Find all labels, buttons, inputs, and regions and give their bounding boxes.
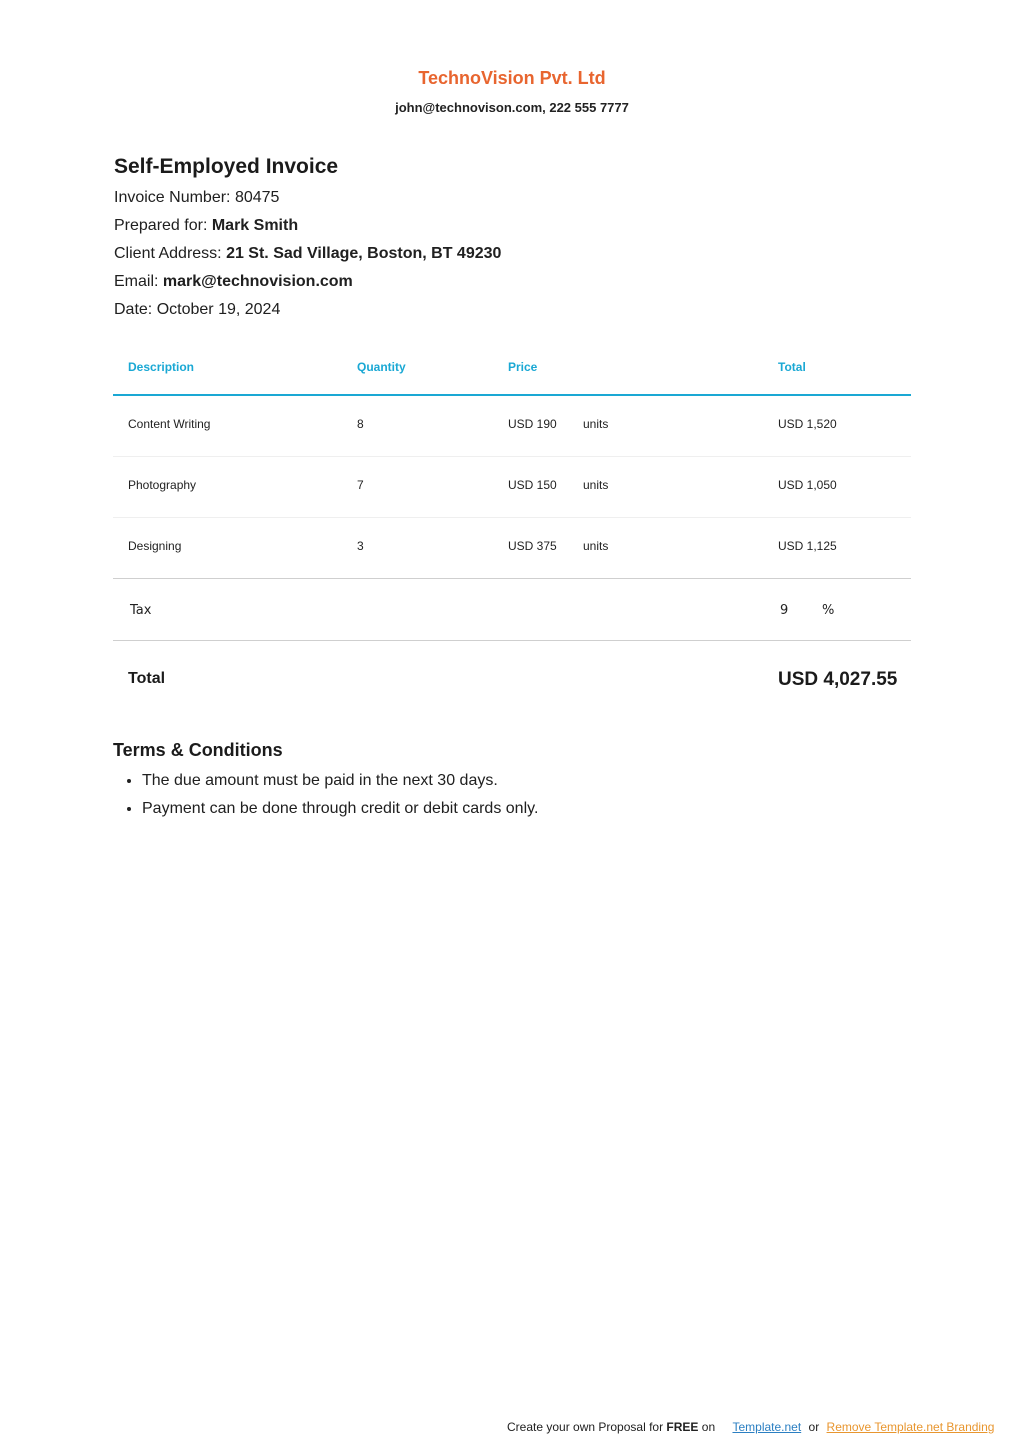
tax-label: Tax: [130, 603, 152, 618]
date-label: Date:: [114, 301, 153, 318]
remove-branding-link[interactable]: Remove Template.net Branding: [826, 1420, 995, 1434]
tax-row: [113, 580, 911, 641]
email-line: [114, 273, 353, 291]
table-row: [113, 396, 911, 457]
row-price: USD 150: [508, 478, 557, 492]
header-quantity: Quantity: [357, 360, 406, 374]
company-contact: john@technovison.com, 222 555 7777: [395, 100, 629, 115]
invoice-number-label: Invoice Number:: [114, 189, 231, 206]
row-quantity: 3: [357, 539, 364, 553]
footer-or: or: [808, 1420, 820, 1434]
invoice-number-value: 80475: [234, 189, 280, 206]
tax-unit: %: [822, 603, 835, 618]
terms-title: Terms & Conditions: [113, 740, 283, 760]
terms-item: • Payment can be done through credit or debit cards only.: [142, 798, 538, 826]
client-address-label: Client Address:: [114, 245, 222, 262]
prepared-for-line: [114, 217, 298, 235]
footer-on: on: [698, 1420, 716, 1434]
email-value: mark@technovision.com: [162, 273, 353, 290]
prepared-for-label: Prepared for:: [114, 217, 208, 234]
row-total: USD 1,125: [778, 539, 837, 553]
client-address-value: 21 St. Sad Village, Boston, BT 49230: [226, 245, 502, 262]
table-row: [113, 518, 911, 579]
company-name: TechnoVision Pvt. Ltd: [418, 68, 606, 88]
row-description: Content Writing: [128, 417, 211, 431]
row-price: USD 190: [508, 417, 557, 431]
row-unit: units: [583, 539, 609, 553]
footer-text: Create your own Proposal for: [507, 1420, 667, 1434]
terms-list: [113, 770, 538, 826]
date-line: [114, 301, 280, 319]
footer-free: FREE: [666, 1420, 699, 1434]
prepared-for-value: Mark Smith: [211, 217, 299, 234]
row-unit: units: [583, 478, 609, 492]
table-header-row: [113, 340, 911, 396]
row-price: USD 375: [508, 539, 557, 553]
date-value: October 19, 2024: [156, 301, 281, 318]
row-total: USD 1,050: [778, 478, 837, 492]
branding-footer: [507, 1420, 994, 1434]
client-address-line: [114, 245, 501, 263]
invoice-title: Self-Employed Invoice: [114, 155, 339, 178]
row-unit: units: [583, 417, 609, 431]
invoice-number-line: [114, 189, 279, 207]
row-description: Designing: [128, 539, 182, 553]
row-total: USD 1,520: [778, 417, 837, 431]
row-quantity: 8: [357, 417, 364, 431]
template-net-link[interactable]: Template.net: [732, 1420, 802, 1434]
header-price: Price: [508, 360, 538, 374]
table-row: [113, 457, 911, 518]
row-description: Photography: [128, 478, 197, 492]
header-description: Description: [128, 360, 195, 374]
grand-total-value: USD 4,027.55: [778, 669, 898, 690]
row-quantity: 7: [357, 478, 364, 492]
grand-total-label: Total: [128, 670, 166, 687]
terms-item: • The due amount must be paid in the next 30 days.: [142, 770, 538, 798]
tax-value: 9: [780, 603, 789, 618]
email-label: Email:: [114, 273, 159, 290]
header-total: Total: [778, 360, 806, 374]
